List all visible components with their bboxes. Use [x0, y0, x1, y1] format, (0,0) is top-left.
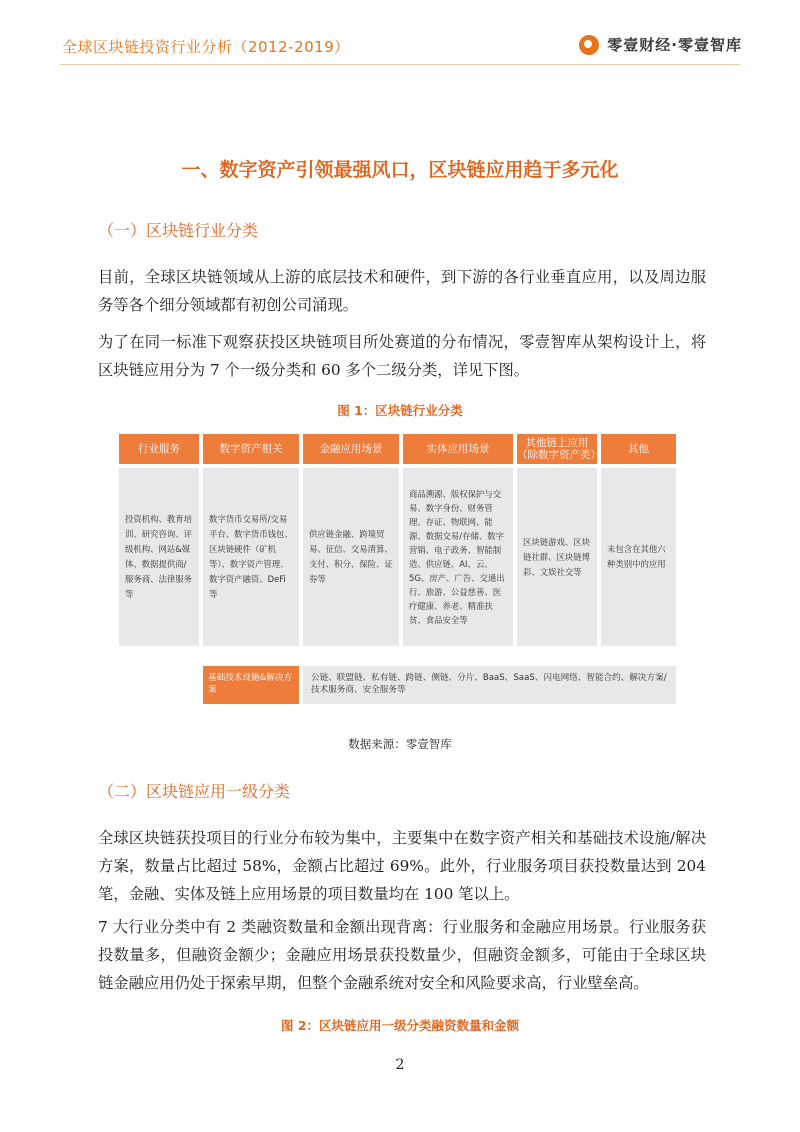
document-header-title: 全球区块链投资行业分析（2012-2019）	[62, 38, 350, 56]
category-items-text: 数字货币交易所/交易平台、数字货币钱包、区块链硬件（矿机等）、数字资产管理、数字资产融资、DeFi等	[209, 514, 293, 599]
category-digital-assets-items	[203, 468, 299, 646]
page-number: 2	[395, 1057, 405, 1073]
header-divider	[60, 64, 740, 65]
category-industry-services: 行业服务	[119, 434, 199, 464]
figure-1-source: 数据来源：零壹智库	[348, 737, 452, 751]
category-other-onchain-applications: 其他链上应用（除数字资产类）	[517, 434, 597, 464]
category-items-text: 供应链金融、跨境贸易、征信、交易清算、支付、积分、保险、证券等	[309, 529, 393, 584]
paragraph-2: 为了在同一标准下观察获投区块链项目所处赛道的分布情况，零壹智库从架构设计上，将区块链应用分为 7 个一级分类和 60 多个二级分类，详见下图。	[98, 333, 706, 379]
section-title: 一、数字资产引领最强风口，区块链应用趋于多元化	[181, 159, 619, 181]
figure-2-caption: 图 2：区块链应用一级分类融资数量和金额	[280, 1018, 520, 1033]
category-other: 其他	[601, 434, 676, 464]
paragraph-3: 全球区块链获投项目的行业分布较为集中，主要集中在数字资产相关和基础技术设施/解决方案，数量占比超过 58%，金额占比超过 69%。此外，行业服务项目获投数量达到 204 笔，金融、实体及链上应用场景的项目数量均在 100 笔以上。	[98, 829, 706, 903]
infrastructure-label: 基础技术设施&解决方案	[203, 666, 299, 704]
category-items-text: 未包含在其他六种类别中的应用	[607, 544, 666, 569]
brand-icon	[579, 35, 599, 55]
paragraph-1: 目前，全球区块链领域从上游的底层技术和硬件，到下游的各行业垂直应用，以及周边服务等各个细分领域都有初创公司涌现。	[98, 268, 706, 314]
brand-logo	[579, 34, 742, 55]
category-other-onchain-applications-items	[517, 468, 597, 646]
category-items-text: 商品溯源、版权保护与交易、数字身份、财务管理、存证、物联网、能源、数据交易/存储、数字营销、电子政务、智能制造、供应链、AI、云、5G、房产、广告、交通出行、旅游、公益慈善、医疗健康、养老、精准扶贫、食品安全等	[409, 489, 505, 625]
category-items-text: 投资机构、教育培训、研究咨询、评级机构、网站&媒体、数据提供商/服务商、法律服务等	[125, 514, 192, 599]
infrastructure-items: 公链、联盟链、私有链、跨链、侧链、分片、BaaS、SaaS、闪电网络、智能合约、解决方案/技术服务商、安全服务等	[303, 666, 676, 704]
category-real-economy-applications: 实体应用场景	[403, 434, 513, 464]
category-finance-applications: 金融应用场景	[303, 434, 399, 464]
category-industry-services-items	[119, 468, 199, 646]
subsection-title-2: （二）区块链应用一级分类	[98, 782, 291, 801]
category-other-items	[601, 468, 676, 646]
brand-name: 零壹财经·零壹智库	[607, 36, 742, 54]
category-real-economy-applications-items	[403, 468, 513, 646]
category-finance-applications-items	[303, 468, 399, 646]
subsection-title-1: （一）区块链行业分类	[98, 221, 259, 240]
category-items-text: 区块链游戏、区块链社群、区块链博彩、文娱社交等	[523, 536, 590, 577]
paragraph-4: 7 大行业分类中有 2 类融资数量和金额出现背离：行业服务和金融应用场景。行业服务获投数量多，但融资金额少；金融应用场景获投数量少，但融资金额多，可能由于全球区块链金融应用仍处于探索早期，但整个金融系统对安全和风险要求高，行业壁垒高。	[98, 918, 706, 992]
figure-1-caption: 图 1：区块链行业分类	[337, 403, 463, 418]
category-digital-assets: 数字资产相关	[203, 434, 299, 464]
industry-classification-diagram	[117, 430, 679, 708]
